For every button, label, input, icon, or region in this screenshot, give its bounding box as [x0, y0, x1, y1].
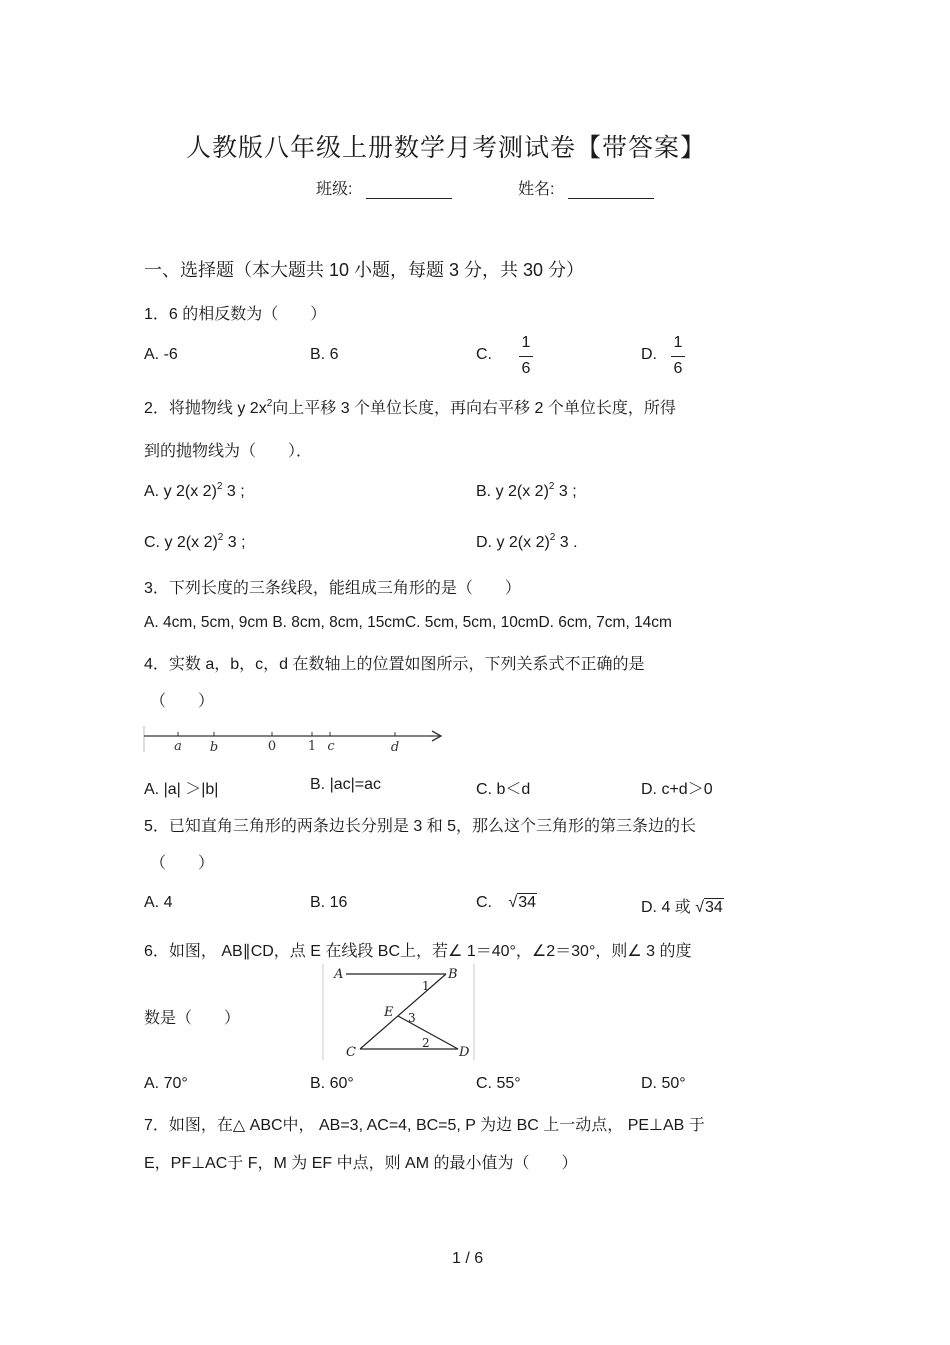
- q5-option-a: A. 4: [144, 894, 173, 911]
- q2-stem-part1: 2．将抛物线 y 2x: [144, 400, 267, 417]
- fraction-bar: [671, 356, 685, 357]
- point-label-d: D: [459, 1045, 470, 1060]
- q2-option-c: [144, 534, 246, 552]
- sqrt-icon: √: [508, 894, 518, 911]
- q2-stem-line2: 到的抛物线为（ ）．: [144, 443, 313, 460]
- axis-label-0: 0: [267, 739, 277, 754]
- q2-option-a: [144, 483, 245, 501]
- q2-option-d: [476, 534, 578, 552]
- sqrt-expression: [695, 899, 724, 917]
- q5-option-b: B. 16: [310, 894, 348, 911]
- q4-option-c: C. b＜d: [476, 781, 531, 798]
- q1-option-a: A. -6: [144, 346, 178, 363]
- axis-label-a: a: [174, 739, 182, 754]
- fraction-denominator: 6: [521, 360, 531, 377]
- q5-paren: （ ）: [150, 855, 215, 872]
- q1-option-c-fraction: [519, 333, 533, 379]
- q4-option-a: A. |a| ＞|b|: [144, 781, 219, 798]
- q4-stem: 4．实数 a，b，c，d 在数轴上的位置如图所示，下列关系式不正确的是: [144, 656, 645, 673]
- q7-stem: 7．如图，在△ ABC中， AB=3, AC=4, BC=5, P 为边 BC 上一动点， PE⊥AB 于: [144, 1117, 705, 1134]
- q4-option-d: D. c+d＞0: [641, 781, 713, 798]
- q4-option-b: B. |ac|=ac: [310, 776, 382, 793]
- option-tail: 3 ;: [554, 483, 577, 500]
- q5-stem: 5．已知直角三角形的两条边长分别是 3 和 5，那么这个三角形的第三条边的长: [144, 818, 697, 835]
- name-field: [518, 176, 654, 199]
- q5-option-d: [641, 894, 724, 917]
- option-main: A. y 2(x 2): [144, 483, 217, 500]
- angle-label-3: 3: [408, 1011, 416, 1025]
- q6-option-a: A. 70°: [144, 1075, 188, 1092]
- page-title: 人教版八年级上册数学月考测试卷【带答案】: [186, 133, 707, 162]
- q6-option-c: C. 55°: [476, 1075, 521, 1092]
- point-label-c: C: [346, 1045, 356, 1060]
- fraction-denominator: 6: [673, 360, 683, 377]
- q6-option-b: B. 60°: [310, 1075, 354, 1092]
- q2-exponent: 2: [266, 398, 273, 409]
- option-label: D. 4 或: [641, 899, 691, 916]
- q5-option-c: [476, 894, 537, 912]
- fraction-numerator: 1: [521, 334, 531, 351]
- q2-stem: [144, 395, 676, 418]
- option-label: C.: [476, 894, 492, 911]
- line-bc: [360, 974, 446, 1049]
- point-label-a: A: [334, 967, 344, 982]
- option-exponent: 2: [217, 532, 224, 543]
- option-exponent: 2: [216, 481, 223, 492]
- angle-label-2: 2: [422, 1036, 430, 1050]
- q1-option-c-label: C.: [476, 346, 492, 363]
- axis-label-c: c: [327, 739, 335, 754]
- fraction-numerator: 1: [673, 334, 683, 351]
- option-exponent: 2: [548, 481, 555, 492]
- angle-label-1: 1: [422, 979, 430, 993]
- axis-label-1: 1: [307, 739, 317, 754]
- point-label-b: B: [448, 967, 458, 982]
- name-blank: [568, 180, 654, 199]
- q6-stem: 6．如图， AB∥CD，点 E 在线段 BC上，若∠ 1＝40°，∠2＝30°，则∠ 3 的度: [144, 943, 692, 960]
- q6-option-d: D. 50°: [641, 1075, 686, 1092]
- q1-stem: 1．6 的相反数为（ ）: [144, 306, 327, 323]
- point-label-e: E: [384, 1005, 394, 1020]
- sqrt-icon: √: [695, 899, 705, 916]
- option-tail: 3 .: [555, 534, 578, 551]
- fraction-bar: [519, 356, 533, 357]
- number-line-figure: [142, 722, 446, 756]
- option-exponent: 2: [549, 532, 556, 543]
- axis-label-d: d: [390, 740, 400, 755]
- q1-option-d-fraction: [671, 333, 685, 379]
- q1-option-b: B. 6: [310, 346, 339, 363]
- section-heading: 一、选择题（本大题共 10 小题，每题 3 分，共 30 分）: [144, 260, 585, 280]
- q3-options: A. 4cm, 5cm, 9cm B. 8cm, 8cm, 15cmC. 5cm, 5cm, 10cmD. 6cm, 7cm, 14cm: [144, 614, 672, 631]
- radicand: 34: [705, 899, 723, 916]
- option-main: C. y 2(x 2): [144, 534, 218, 551]
- radicand: 34: [518, 894, 537, 911]
- q6-stem-line2: 数是（ ）: [144, 1010, 241, 1027]
- class-blank: [366, 180, 452, 199]
- option-main: B. y 2(x 2): [476, 483, 549, 500]
- option-main: D. y 2(x 2): [476, 534, 550, 551]
- q7-stem-line2: E，PF⊥AC于 F，M 为 EF 中点，则 AM 的最小值为（ ）: [144, 1155, 578, 1172]
- class-field: [316, 176, 452, 199]
- name-label: 姓名:: [518, 181, 555, 198]
- q1-option-d-label: D.: [641, 346, 657, 363]
- axis-label-b: b: [209, 740, 219, 755]
- q2-stem-part2: 向上平移 3 个单位长度，再向右平移 2 个单位长度，所得: [272, 400, 676, 417]
- q2-option-b: [476, 483, 577, 501]
- sqrt-expression: [508, 894, 537, 912]
- q4-paren: （ ）: [150, 693, 215, 710]
- option-tail: 3 ;: [223, 534, 246, 551]
- parallel-lines-figure: [322, 962, 476, 1062]
- page-number: 1 / 6: [452, 1250, 484, 1267]
- class-label: 班级:: [316, 181, 353, 198]
- option-tail: 3 ;: [222, 483, 245, 500]
- q3-stem: 3．下列长度的三条线段，能组成三角形的是（ ）: [144, 580, 521, 597]
